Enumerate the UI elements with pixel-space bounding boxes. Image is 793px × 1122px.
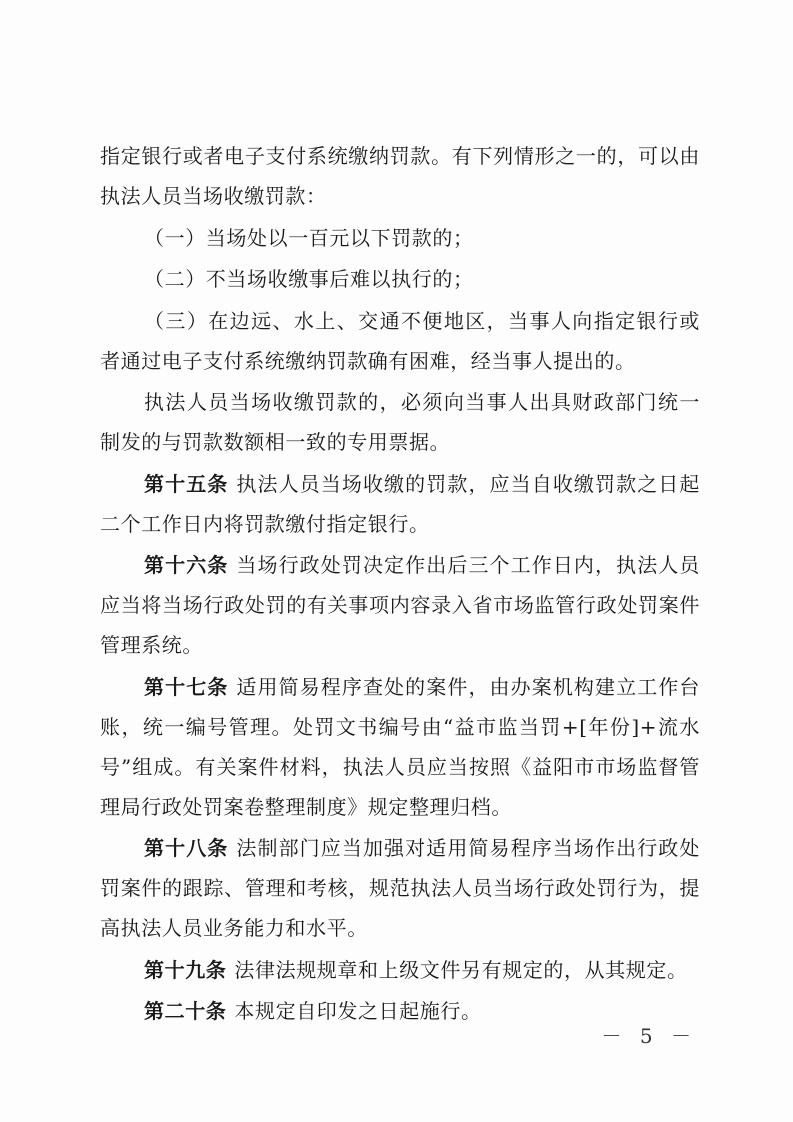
article-17 <box>100 667 700 827</box>
article-text: 本规定自印发之日起施行。 <box>234 999 482 1023</box>
article-number: 第十六条 <box>144 553 229 577</box>
paragraph-text: 指定银行或者电子支付系统缴纳罚款。有下列情形之一的，可以由执法人员当场收缴罚款： <box>100 144 700 208</box>
article-19 <box>100 950 700 990</box>
article-text: 法制部门应当加强对适用简易程序当场作出行政处罚案件的跟踪、管理和考核，规范执法人员当场行政处罚行为，提高执法人员业务能力和水平。 <box>100 836 700 940</box>
article-text: 当场行政处罚决定作出后三个工作日内，执法人员应当将当场行政处罚的有关事项内容录入省市场监管行政处罚案件管理系统。 <box>100 553 700 657</box>
article-number: 第二十条 <box>144 999 227 1023</box>
paragraph-text: （二）不当场收缴事后难以执行的； <box>144 267 474 291</box>
paragraph-item-1 <box>100 218 700 258</box>
paragraph-text: （三）在边远、水上、交通不便地区，当事人向指定银行或者通过电子支付系统缴纳罚款确有困难，经当事人提出的。 <box>100 308 700 373</box>
article-number: 第十七条 <box>144 674 229 699</box>
article-15 <box>100 464 700 544</box>
article-number: 第十五条 <box>144 471 229 496</box>
article-16 <box>100 545 700 665</box>
article-text: 执法人员当场收缴的罚款，应当自收缴罚款之日起二个工作日内将罚款缴付指定银行。 <box>100 471 700 536</box>
article-text: 法律法规规章和上级文件另有规定的，从其规定。 <box>234 957 688 982</box>
paragraph-text: 执法人员当场收缴罚款的，必须向当事人出具财政部门统一制发的与罚款数额相一致的专用票据。 <box>100 390 700 454</box>
paragraph-payment-methods <box>100 136 700 216</box>
document-body <box>100 136 700 1033</box>
article-number: 第十八条 <box>144 836 229 860</box>
paragraph-item-2 <box>100 259 700 299</box>
article-text: 适用简易程序查处的案件，由办案机构建立工作台账，统一编号管理。处罚文书编号由“益市监当罚+[年份]+流水号”组成。有关案件材料，执法人员应当按照《益阳市市场监督管理局行政处罚案卷整理制度》规定整理归档。 <box>100 674 700 819</box>
page-number: － 5 － <box>601 1024 697 1048</box>
paragraph-receipt <box>100 382 700 462</box>
article-18 <box>100 828 700 948</box>
article-number: 第十九条 <box>144 957 227 982</box>
paragraph-text: （一）当场处以一百元以下罚款的； <box>144 225 474 250</box>
paragraph-item-3 <box>100 301 700 381</box>
